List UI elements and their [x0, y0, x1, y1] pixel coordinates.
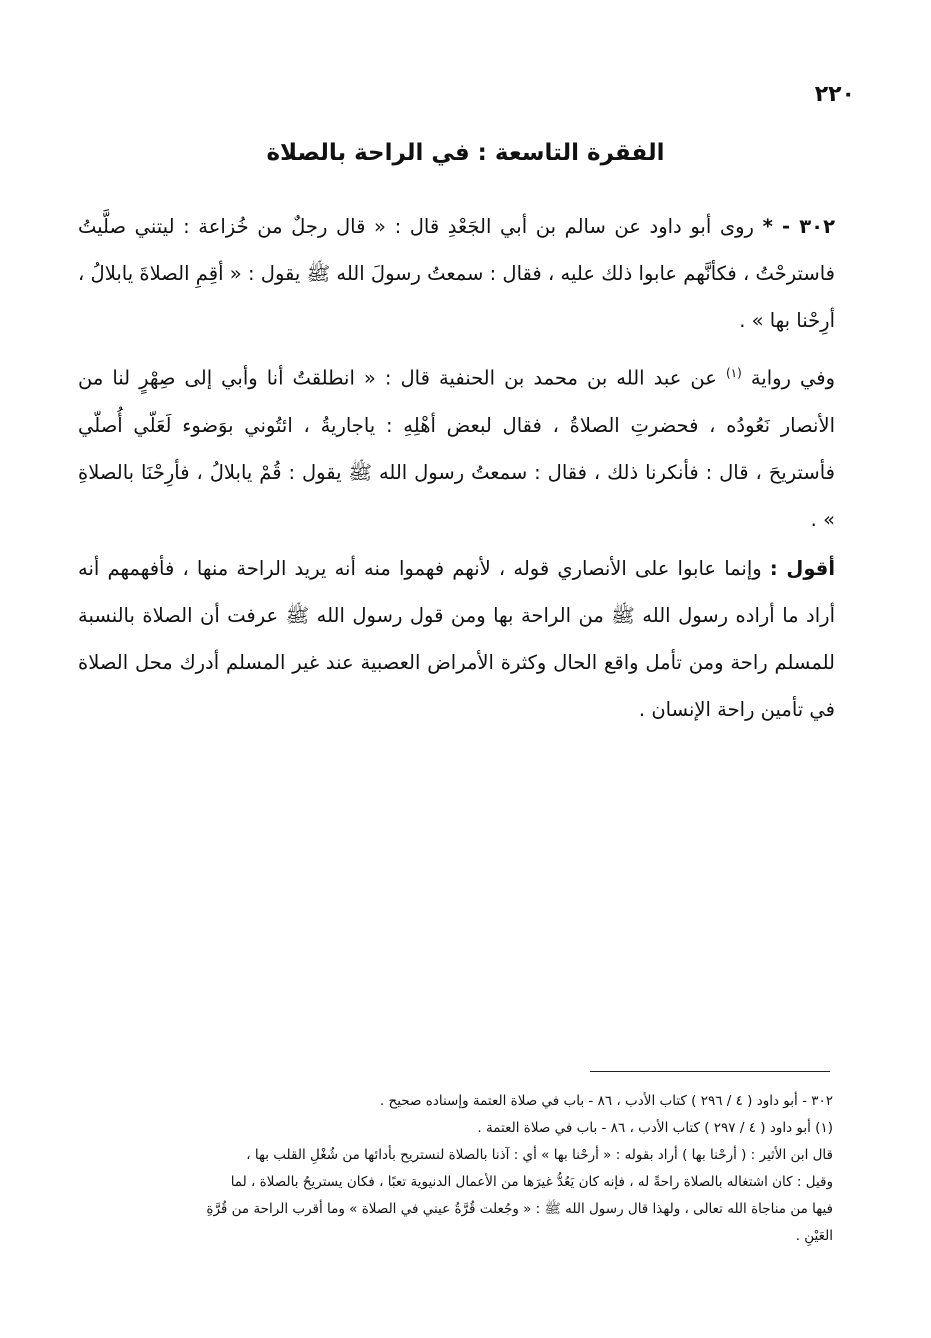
footnote-line: (١) أبو داود ( ٤ / ٢٩٧ ) كتاب الأدب ، ٨٦ - باب في صلاة العتمة . [477, 1120, 833, 1136]
paragraph-lead: أقول : [769, 557, 835, 580]
paragraph-text: روى أبو داود عن سالم بن أبي الجَعْدِ قال : « قال رجلٌ من خُزاعة : ليتني صلَّيتُ فاسترحْتُ ، فكأنَّهم عابوا ذلك عليه ، فقال : سمعتُ رسولَ الله ﷺ يقول : « أقِمِ الصلاةَ يابلالُ ، أرِحْنا بها » . [78, 215, 835, 332]
paragraph-text: عن عبد الله بن محمد بن الحنفية قال : « انطلقتُ أنا وأبي إلى صِهْرٍ لنا من الأنصار نَعُودُه ، فحضرتِ الصلاةُ ، فقال لبعض أهْلِهِ : ياجاريةُ ، ائتُوني بوَضوء لَعَلّي أُصلّي فأستريحَ ، قال : فأنكرنا ذلك ، فقال : سمعتُ رسول الله ﷺ يقول : قُمْ يابلالُ ، فأرِحْنَا بالصلاةِ » . [78, 366, 835, 531]
paragraph-commentary [78, 545, 835, 733]
footnote-line: قال ابن الأثير : ( أرحْنا بها ) أراد بقوله : « أرحْنا بها » أي : آذنا بالصلاة لنستريح بأدائها من شُغْلِ القلب بها ، [246, 1147, 833, 1163]
section-heading: الفقرة التاسعة : في الراحة بالصلاة [266, 140, 665, 166]
paragraph-lead: وفي رواية [741, 366, 836, 390]
paragraph-text: وإنما عابوا على الأنصاري قوله ، لأنهم فهموا منه أنه يريد الراحة منها ، فأفهمهم أنه أراد ما أراده رسول الله ﷺ من الراحة بها ومن قول رسول الله ﷺ عرفت أن الصلاة بالنسبة للمسلم راحة ومن تأمل واقع الحال وكثرة الأمراض العصبية عند غير المسلم أدرك محل الصلاة في تأمين راحة الإنسان . [78, 557, 835, 721]
paragraph-hadith-302 [78, 203, 835, 344]
footnote-line: وقيل : كان اشتغاله بالصلاة راحةً له ، فإنه كان يَعُدُّ غيرَها من الأعمال الدنيوية تعبًا ، فكان يستريحُ بالصلاة ، لما [230, 1174, 833, 1190]
page-number: ٢٢٠ [814, 82, 855, 107]
footnotes [78, 1088, 833, 1250]
footnote-reference: (١) [725, 366, 742, 380]
paragraph-narration [78, 350, 835, 543]
footnote-line: ٣٠٢ - أبو داود ( ٤ / ٢٩٦ ) كتاب الأدب ، ٨٦ - باب في صلاة العتمة وإسناده صحيح . [379, 1093, 833, 1109]
footnote-line: فيها من مناجاة الله تعالى ، ولهذا قال رسول الله ﷺ : « وجُعلت قُرَّةُ عيني في الصلاة » وما أقرب الراحة من قُرَّةِ [206, 1201, 833, 1217]
hadith-number: ٣٠٢ - * [762, 215, 835, 238]
footnote-line: العَيْنِ . [795, 1228, 833, 1244]
footnote-divider [590, 1071, 830, 1072]
